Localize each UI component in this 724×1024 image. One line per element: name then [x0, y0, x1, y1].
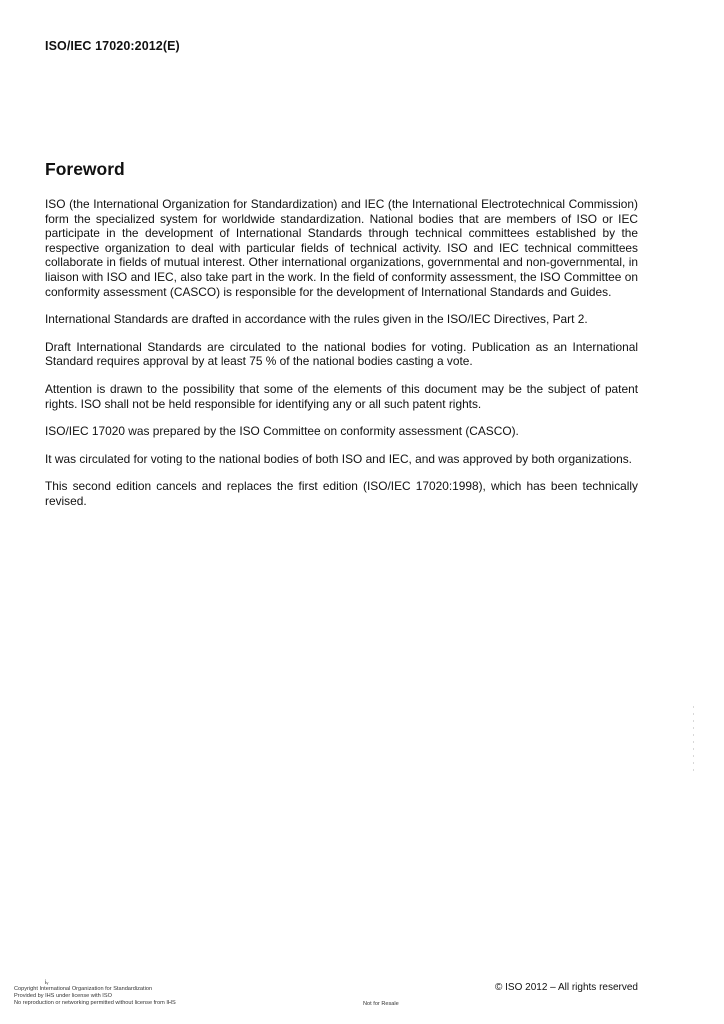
foreword-body	[45, 197, 638, 522]
footer-mark: iᵥ	[45, 980, 49, 986]
paragraph-organizations: ISO (the International Organization for Standardization) and IEC (the International Electrotechnical Commission) form the specialized system for worldwide standardization. National bodies that are members of ISO or IEC participate in the development of International Standards through technical committees established by the respective organization to deal with particular fields of technical activity. ISO and IEC technical committees collaborate in fields of mutual interest. Other international organizations, governmental and non-governmental, in liaison with ISO and IEC, also take part in the work. In the field of conformity assessment, the ISO Committee on conformity assessment (CASCO) is responsible for the development of International Standards and Guides.	[45, 197, 638, 299]
paragraph-circulated: It was circulated for voting to the national bodies of both ISO and IEC, and was approved by both organizations.	[45, 451, 632, 466]
paragraph-voting: Draft International Standards are circulated to the national bodies for voting. Publication as an International Standard requires approval by at least 75 % of the national bodies casting a vote.	[45, 339, 638, 369]
paragraph-patent-rights: Attention is drawn to the possibility that some of the elements of this document may be the subject of patent rights. ISO shall not be held responsible for identifying any or all such patent rights.	[45, 381, 638, 411]
document-header-id: ISO/IEC 17020:2012(E)	[45, 39, 180, 53]
paragraph-prepared-by: ISO/IEC 17020 was prepared by the ISO Committee on conformity assessment (CASCO).	[45, 424, 519, 439]
paragraph-edition: This second edition cancels and replaces the first edition (ISO/IEC 17020:1998), which has been technically revised.	[45, 479, 638, 508]
footer-not-for-resale: Not for Resale	[363, 1001, 399, 1007]
side-watermark	[686, 706, 700, 780]
footer-copyright-line3: No reproduction or networking permitted without license from IHS	[14, 1000, 176, 1006]
page-title: Foreword	[45, 159, 125, 179]
footer-copyright	[14, 980, 176, 1007]
paragraph-drafting-rules: International Standards are drafted in accordance with the rules given in the ISO/IEC Directives, Part 2.	[45, 312, 588, 327]
footer-copyright-line1: Copyright International Organization for Standardization	[14, 986, 153, 992]
footer-rights: © ISO 2012 – All rights reserved	[495, 982, 638, 993]
footer-copyright-line2: Provided by IHS under license with ISO	[14, 993, 112, 999]
